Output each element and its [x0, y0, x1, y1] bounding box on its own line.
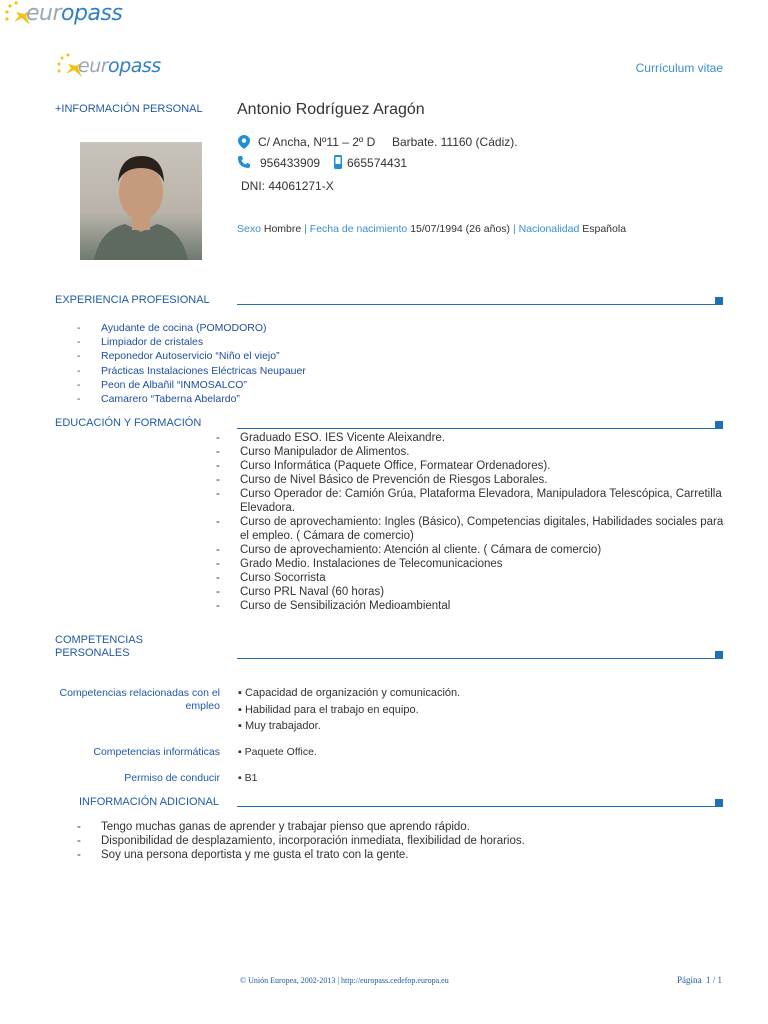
- list-item: [55, 349, 555, 363]
- birth-label: Fecha de nacimiento: [309, 223, 408, 235]
- list-item: [216, 487, 728, 515]
- list-item-text: Curso de Sensibilización Medioambiental: [240, 600, 451, 612]
- list-dash: -: [77, 849, 81, 862]
- it-competences-label: Competencias informáticas: [93, 746, 220, 758]
- mobile-phone-icon: [333, 155, 343, 169]
- list-item: [216, 585, 728, 599]
- list-item-text: Curso PRL Naval (60 horas): [240, 586, 385, 598]
- it-competences-value: ▪ Paquete Office.: [238, 746, 317, 758]
- header-europass-logo: [56, 52, 166, 82]
- list-item-text: Ayudante de cocina (POMODORO): [101, 322, 267, 334]
- sex-label: Sexo: [237, 223, 261, 235]
- list-item: [55, 834, 695, 848]
- education-title: EDUCACIÓN Y FORMACIÓN: [55, 417, 202, 429]
- list-dash: -: [216, 558, 220, 570]
- list-dash: -: [77, 378, 81, 391]
- address-text: C/ Ancha, Nº11 – 2º D Barbate. 11160 (Cádiz).: [258, 135, 518, 149]
- competence-item: ▪ Habilidad para el trabajo en equipo.: [238, 703, 419, 716]
- list-dash: -: [77, 393, 81, 406]
- list-item: [216, 431, 728, 445]
- list-item: [55, 848, 695, 862]
- list-item: [55, 321, 555, 335]
- list-item-text: Graduado ESO. IES Vicente Aleixandre.: [240, 432, 445, 444]
- experience-list: [55, 321, 555, 406]
- list-item-text: Disponibilidad de desplazamiento, incorporación inmediata, flexibilidad de horarios.: [101, 835, 525, 848]
- list-item-text: Soy una persona deportista y me gusta el trato con la gente.: [101, 849, 409, 862]
- list-dash: -: [77, 821, 81, 833]
- phone-icon: [237, 155, 251, 169]
- location-pin-icon: [238, 135, 250, 149]
- section-divider: [237, 658, 719, 659]
- person-silhouette-icon: [80, 142, 202, 260]
- driving-license-value: ▪ B1: [238, 772, 258, 784]
- list-item: [55, 392, 555, 406]
- list-item: [55, 335, 555, 349]
- list-dash: -: [216, 474, 220, 486]
- list-dash: -: [216, 446, 220, 458]
- list-dash: -: [216, 460, 220, 472]
- list-item-text: Curso de Nivel Básico de Prevención de Riesgos Laborales.: [240, 474, 548, 486]
- document-type: Currículum vitae: [635, 61, 723, 75]
- list-item-text: Tengo muchas ganas de aprender y trabajar pienso que aprendo rápido.: [101, 821, 470, 833]
- competences-title-line: PERSONALES: [55, 647, 130, 659]
- list-dash: -: [216, 544, 220, 556]
- section-divider: [237, 428, 719, 429]
- list-item-text: Curso Socorrista: [240, 572, 326, 584]
- list-dash: -: [216, 572, 220, 584]
- list-item-text: Limpiador de cristales: [101, 336, 204, 349]
- nationality-value: Española: [582, 223, 627, 235]
- driving-license-label: Permiso de conducir: [124, 772, 220, 784]
- separator: |: [512, 223, 516, 235]
- profile-photo: [80, 142, 202, 260]
- section-marker: [715, 421, 723, 429]
- employment-competences-label: Competencias relacionadas con el empleo: [59, 687, 220, 712]
- competence-item: ▪ Capacidad de organización y comunicación.: [238, 687, 461, 699]
- list-item-text: Curso de aprovechamiento: Atención al cliente. ( Cámara de comercio): [240, 544, 602, 556]
- list-dash: -: [216, 516, 220, 528]
- additional-info-list: [55, 820, 695, 863]
- list-item-text: Camarero “Taberna Abelardo”: [101, 393, 240, 406]
- experience-title: EXPERIENCIA PROFESIONAL: [55, 294, 210, 306]
- personal-info-label: +INFORMACIÓN PERSONAL: [55, 103, 203, 115]
- list-item: [216, 543, 728, 557]
- list-item: [216, 473, 728, 487]
- list-dash: -: [77, 350, 81, 363]
- phone-number: 956433909: [260, 156, 321, 170]
- top-europass-logo: [4, 0, 123, 28]
- list-dash: -: [77, 835, 81, 848]
- list-item: [55, 378, 555, 392]
- list-dash: -: [77, 336, 81, 349]
- section-marker: [715, 799, 723, 807]
- dni-text: DNI: 44061271-X: [241, 179, 334, 193]
- list-dash: -: [216, 432, 220, 444]
- list-item: [216, 599, 728, 613]
- list-item-text: Curso Manipulador de Alimentos.: [240, 446, 410, 458]
- footer-copyright: © Unión Europea, 2002-2013 | http://europass.cedefop.europa.eu: [240, 976, 449, 985]
- list-item: [216, 571, 728, 585]
- list-dash: -: [216, 600, 220, 612]
- list-item-text: Grado Medio. Instalaciones de Telecomunicaciones: [240, 558, 503, 570]
- list-item: [55, 364, 555, 378]
- section-marker: [715, 651, 723, 659]
- list-dash: -: [77, 322, 81, 334]
- list-item: [216, 557, 728, 571]
- list-item-text: Curso de aprovechamiento: Ingles (Básico), Competencias digitales, Habilidades sociales para el empleo. ( Cámara de comercio): [240, 516, 724, 542]
- list-item-text: Reponedor Autoservicio “Niño el viejo”: [101, 350, 280, 363]
- logo-eu-text: eur: [78, 55, 109, 77]
- personal-details-line: [237, 223, 626, 235]
- logo-pass-text: opass: [108, 55, 161, 77]
- section-divider: [237, 304, 719, 305]
- logo-pass-text: opass: [61, 1, 123, 26]
- list-dash: -: [77, 364, 81, 377]
- list-item: [55, 820, 695, 834]
- list-item-text: Peon de Albañil “INMOSALCO”: [101, 378, 247, 391]
- competences-title-line: COMPETENCIAS: [55, 634, 144, 646]
- education-list: [216, 431, 728, 613]
- logo-eu-text: eur: [26, 1, 62, 26]
- section-marker: [715, 297, 723, 305]
- list-item-text: Curso Operador de: Camión Grúa, Plataforma Elevadora, Manipuladora Telescópica, Carretilla Elevadora.: [240, 488, 722, 514]
- nationality-label: Nacionalidad: [518, 223, 580, 235]
- list-item-text: Prácticas Instalaciones Eléctricas Neupauer: [101, 364, 306, 377]
- competences-title: [55, 634, 143, 660]
- list-dash: -: [216, 488, 220, 500]
- additional-info-title: INFORMACIÓN ADICIONAL: [79, 796, 219, 808]
- employment-competences-list: [238, 685, 460, 735]
- birth-value: 15/07/1994 (26 años): [410, 223, 511, 235]
- mobile-number: 665574431: [347, 156, 408, 170]
- separator: |: [304, 223, 307, 235]
- competence-item: ▪ Muy trabajador.: [238, 720, 321, 732]
- footer-page-number: Página 1 / 1: [677, 975, 722, 985]
- list-item-text: Curso Informática (Paquete Office, Formatear Ordenadores).: [240, 460, 551, 472]
- section-divider: [237, 806, 719, 807]
- person-name: Antonio Rodríguez Aragón: [237, 101, 425, 118]
- list-item: [216, 445, 728, 459]
- list-dash: -: [216, 586, 220, 598]
- list-item: [216, 459, 728, 473]
- list-item: [216, 515, 728, 543]
- sex-value: Hombre: [263, 223, 302, 235]
